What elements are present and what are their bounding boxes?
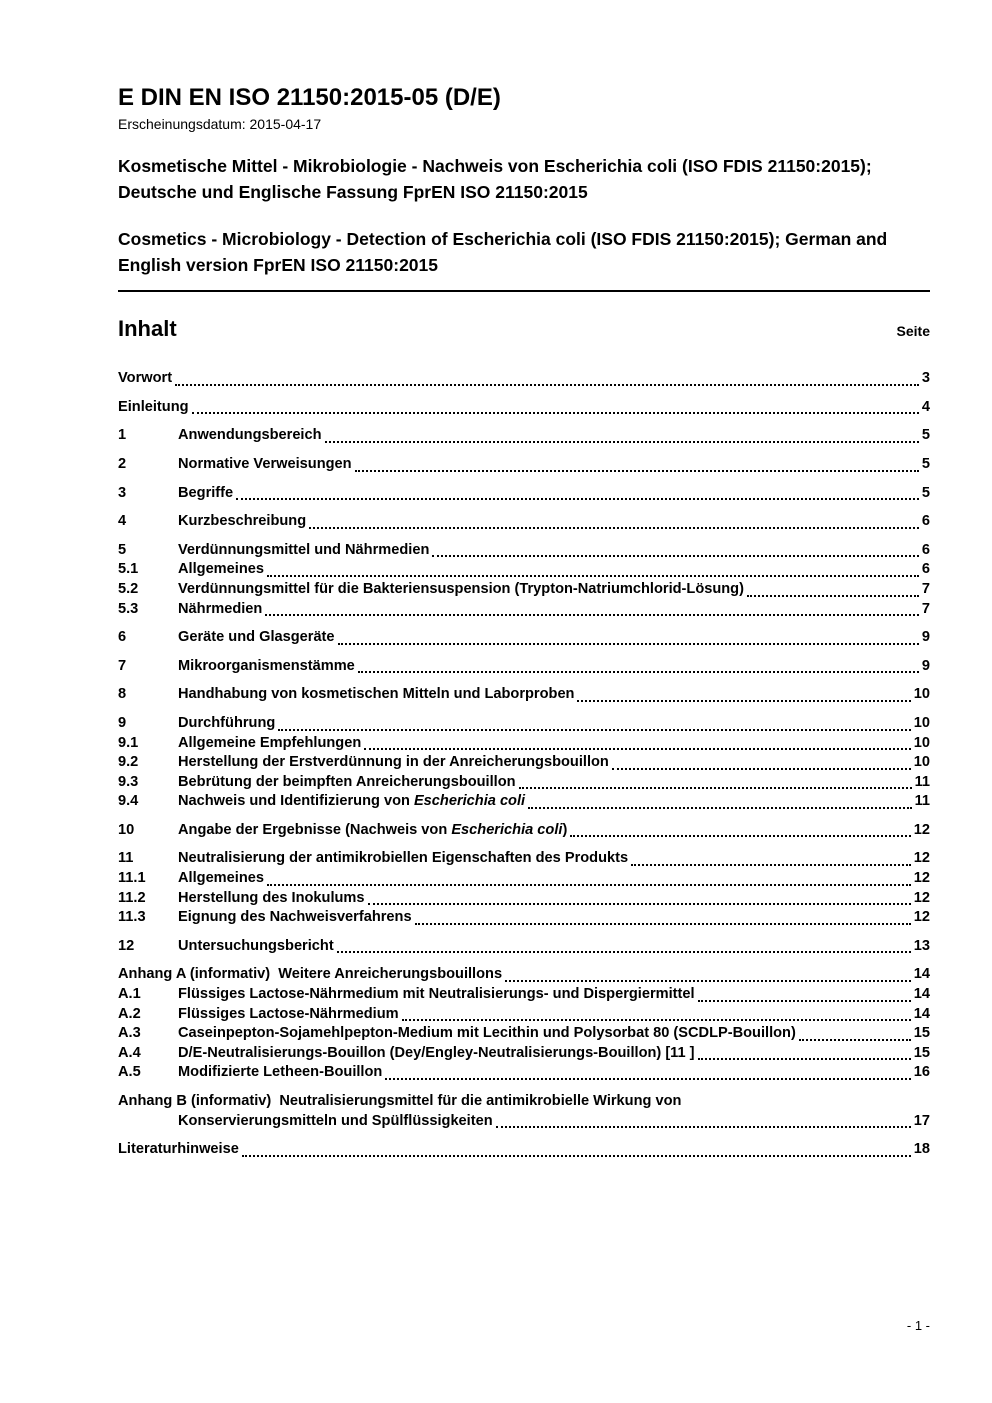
toc-entry-page: 12 [913, 821, 930, 838]
toc-entry-number: 7 [118, 657, 127, 674]
toc-entry-number: A.4 [118, 1044, 141, 1061]
toc-entry-number: A.3 [118, 1025, 141, 1042]
toc-entry-page: 7 [921, 580, 930, 597]
toc-entry-title: Anwendungsbereich [178, 427, 322, 444]
toc-entry-page: 17 [913, 1112, 930, 1129]
toc-entry-title: Nachweis und Identifizierung von Escherichia coli [178, 793, 526, 810]
toc-entry [118, 455, 930, 475]
toc-entry-page: 15 [913, 1044, 930, 1061]
toc-leader-dots [278, 729, 910, 731]
toc-entry-title: Anhang A (informativ) Weitere Anreicherungsbouillons [118, 966, 503, 983]
toc-entry-title: Geräte und Glasgeräte [178, 629, 335, 646]
toc-entry [118, 937, 930, 957]
toc-entry-number: 9.3 [118, 773, 139, 790]
toc-entry-page: 5 [921, 484, 930, 501]
toc-entry-number: A.2 [118, 1005, 141, 1022]
toc-entry [118, 773, 930, 793]
toc-entry-title: Untersuchungsbericht [178, 937, 334, 954]
toc-leader-dots [236, 498, 919, 500]
toc-entry-page: 5 [921, 455, 930, 472]
toc-entry-number: 1 [118, 427, 127, 444]
toc-entry-number: 5.3 [118, 600, 139, 617]
toc-entry-page: 6 [921, 561, 930, 578]
toc-entry [118, 792, 930, 812]
toc-entry-number: 12 [118, 937, 135, 954]
toc-leader-dots [432, 555, 919, 557]
toc-entry [118, 753, 930, 773]
toc-entry-number: 5 [118, 541, 127, 558]
toc-entry-page: 6 [921, 541, 930, 558]
toc-entry-title: Begriffe [178, 484, 234, 501]
toc-entry-title: Flüssiges Lactose-Nährmedium mit Neutralisierungs- und Dispergiermittel [178, 986, 695, 1003]
toc-entry-title: Allgemeines [178, 561, 264, 578]
toc-entry [118, 426, 930, 446]
toc-leader-dots [192, 412, 919, 414]
toc-leader-dots [577, 700, 910, 702]
toc-leader-dots [747, 595, 919, 597]
toc-leader-dots [631, 864, 911, 866]
toc-entry [118, 560, 930, 580]
toc-leader-dots [402, 1019, 911, 1021]
toc-entry-title: Bebrütung der beimpften Anreicherungsbouillon [178, 773, 516, 790]
toc-entry-number: 8 [118, 686, 127, 703]
toc-entry [118, 541, 930, 561]
page-number-footer: - 1 - [906, 1318, 930, 1333]
toc-entry-page: 7 [921, 600, 930, 617]
publication-date: Erscheinungsdatum: 2015-04-17 [118, 115, 322, 132]
toc-entry [118, 965, 930, 985]
toc-leader-dots [325, 441, 919, 443]
toc-entry-title: Vorwort [118, 370, 173, 387]
toc-entry-title: Verdünnungsmittel und Nährmedien [178, 541, 430, 558]
toc-entry-page: 9 [921, 657, 930, 674]
toc-entry-page: 6 [921, 513, 930, 530]
toc-entry-page: 15 [913, 1025, 930, 1042]
toc-leader-dots [175, 384, 919, 386]
toc-entry-page: 11 [914, 793, 930, 810]
title-german: Kosmetische Mittel - Mikrobiologie - Nachweis von Escherichia coli (ISO FDIS 21150:2015); Deutsche und Englische Fassung FprEN ISO 21150:2015 [118, 156, 872, 203]
toc-entry-title: Nährmedien [178, 600, 263, 617]
toc-entry-number: 9 [118, 714, 127, 731]
toc-entry [118, 628, 930, 648]
toc-entry [118, 657, 930, 677]
toc-entry-number: 5.1 [118, 561, 139, 578]
toc-leader-dots [338, 643, 919, 645]
toc-leader-dots [799, 1039, 911, 1041]
toc-entry [118, 869, 930, 889]
toc-entry [118, 369, 930, 389]
toc-entry-number: 3 [118, 484, 127, 501]
toc-heading: Inhalt [118, 316, 177, 342]
toc-entry-page: 18 [913, 1141, 930, 1158]
toc-leader-dots [265, 614, 919, 616]
toc-entry-title: D/E-Neutralisierungs-Bouillon (Dey/Engley-Neutralisierungs-Bouillon) [11 ] [178, 1044, 695, 1061]
toc-entry-page: 12 [913, 909, 930, 926]
toc-entry-title: Neutralisierung der antimikrobiellen Eigenschaften des Produkts [178, 850, 629, 867]
header-divider [118, 290, 930, 292]
toc-entry-page: 4 [921, 398, 930, 415]
toc-entry-page: 16 [913, 1064, 930, 1081]
toc-entry-number: 9.2 [118, 754, 139, 771]
toc-entry-number: 11.3 [118, 909, 146, 926]
toc-entry-page: 9 [921, 629, 930, 646]
toc-leader-dots [612, 768, 911, 770]
toc-entry-title: Anhang B (informativ) Neutralisierungsmittel für die antimikrobielle Wirkung von [118, 1093, 682, 1109]
toc-entry [118, 849, 930, 869]
toc-list [118, 369, 930, 1160]
toc-entry-number: 11 [118, 850, 134, 867]
toc-entry-page: 11 [914, 773, 930, 790]
toc-entry [118, 512, 930, 532]
toc-entry-title: Modifizierte Letheen-Bouillon [178, 1064, 383, 1081]
toc-entry-page: 14 [913, 1005, 930, 1022]
toc-entry-number: 2 [118, 455, 127, 472]
toc-leader-dots [242, 1155, 911, 1157]
toc-entry-number: A.5 [118, 1064, 141, 1081]
toc-leader-dots [337, 951, 911, 953]
page-content [118, 0, 930, 1160]
toc-entry-page: 12 [913, 870, 930, 887]
toc-entry [118, 1024, 930, 1044]
toc-entry-page: 14 [913, 966, 930, 983]
toc-entry-title: Normative Verweisungen [178, 455, 352, 472]
toc-entry [118, 398, 930, 418]
toc-entry-title: Kurzbeschreibung [178, 513, 307, 530]
toc-entry [118, 908, 930, 928]
toc-page-column-label: Seite [896, 323, 930, 340]
toc-leader-dots [368, 903, 911, 905]
toc-leader-dots [496, 1126, 911, 1128]
toc-entry-title: Angabe der Ergebnisse (Nachweis von Escherichia coli) [178, 821, 568, 838]
toc-entry-title: Durchführung [178, 714, 276, 731]
toc-entry [118, 685, 930, 705]
toc-entry-page: 12 [913, 889, 930, 906]
toc-entry-page: 10 [913, 754, 930, 771]
toc-entry [118, 1063, 930, 1083]
toc-entry-number: 9.1 [118, 734, 139, 751]
toc-entry [118, 1112, 930, 1132]
toc-entry [118, 580, 930, 600]
toc-entry-page: 10 [913, 686, 930, 703]
toc-entry-page: 14 [913, 986, 930, 1003]
toc-leader-dots [570, 835, 910, 837]
toc-leader-dots [355, 470, 919, 472]
toc-entry [118, 714, 930, 734]
toc-leader-dots [519, 787, 912, 789]
toc-entry [118, 734, 930, 754]
toc-entry-number: 6 [118, 629, 127, 646]
toc-entry-page: 5 [921, 427, 930, 444]
toc-entry-page: 10 [913, 734, 930, 751]
toc-entry-title: Mikroorganismenstämme [178, 657, 355, 674]
toc-entry-page: 10 [913, 714, 930, 731]
toc-leader-dots [698, 1000, 911, 1002]
toc-leader-dots [385, 1078, 910, 1080]
toc-leader-dots [267, 884, 911, 886]
toc-entry-title: Herstellung des Inokulums [178, 889, 365, 906]
toc-entry [118, 1092, 930, 1112]
title-english: Cosmetics - Microbiology - Detection of Escherichia coli (ISO FDIS 21150:2015); German and English version FprEN ISO 21150:2015 [118, 229, 888, 276]
toc-entry-title: Caseinpepton-Sojamehlpepton-Medium mit Lecithin und Polysorbat 80 (SCDLP-Bouillon) [178, 1025, 796, 1042]
toc-leader-dots [267, 575, 919, 577]
doc-number: E DIN EN ISO 21150:2015-05 (D/E) [118, 84, 501, 111]
toc-leader-dots [309, 527, 919, 529]
toc-entry-title: Allgemeines [178, 870, 264, 887]
toc-entry-number: 4 [118, 513, 127, 530]
toc-entry-number: 11.2 [118, 889, 146, 906]
toc-entry-number: 9.4 [118, 793, 139, 810]
toc-entry-title: Konservierungsmitteln und Spülflüssigkeiten [178, 1112, 493, 1129]
toc-entry [118, 1140, 930, 1160]
toc-entry-page: 13 [913, 937, 930, 954]
toc-leader-dots [698, 1058, 911, 1060]
toc-entry-title: Eignung des Nachweisverfahrens [178, 909, 412, 926]
toc-leader-dots [364, 748, 911, 750]
toc-entry-number: 5.2 [118, 580, 139, 597]
toc-entry [118, 1005, 930, 1025]
toc-leader-dots [415, 923, 911, 925]
toc-entry-title: Herstellung der Erstverdünnung in der Anreicherungsbouillon [178, 754, 609, 771]
toc-entry-number: 10 [118, 821, 135, 838]
toc-entry [118, 889, 930, 909]
toc-entry-title: Handhabung von kosmetischen Mitteln und Laborproben [178, 686, 575, 703]
toc-entry-number: 11.1 [118, 870, 146, 887]
toc-entry [118, 484, 930, 504]
toc-entry [118, 821, 930, 841]
toc-leader-dots [358, 671, 919, 673]
toc-entry-title: Allgemeine Empfehlungen [178, 734, 362, 751]
toc-entry-title: Literaturhinweise [118, 1141, 239, 1158]
toc-header [118, 316, 930, 342]
toc-leader-dots [528, 807, 911, 809]
toc-entry-title: Einleitung [118, 398, 189, 415]
toc-entry [118, 600, 930, 620]
toc-leader-dots [505, 980, 911, 982]
toc-entry-title: Verdünnungsmittel für die Bakteriensuspension (Trypton-Natriumchlorid-Lösung) [178, 580, 744, 597]
toc-entry-page: 12 [913, 850, 930, 867]
toc-entry-title: Flüssiges Lactose-Nährmedium [178, 1005, 399, 1022]
toc-entry [118, 985, 930, 1005]
toc-entry-page: 3 [921, 370, 930, 387]
toc-entry-number: A.1 [118, 986, 141, 1003]
toc-entry [118, 1044, 930, 1064]
